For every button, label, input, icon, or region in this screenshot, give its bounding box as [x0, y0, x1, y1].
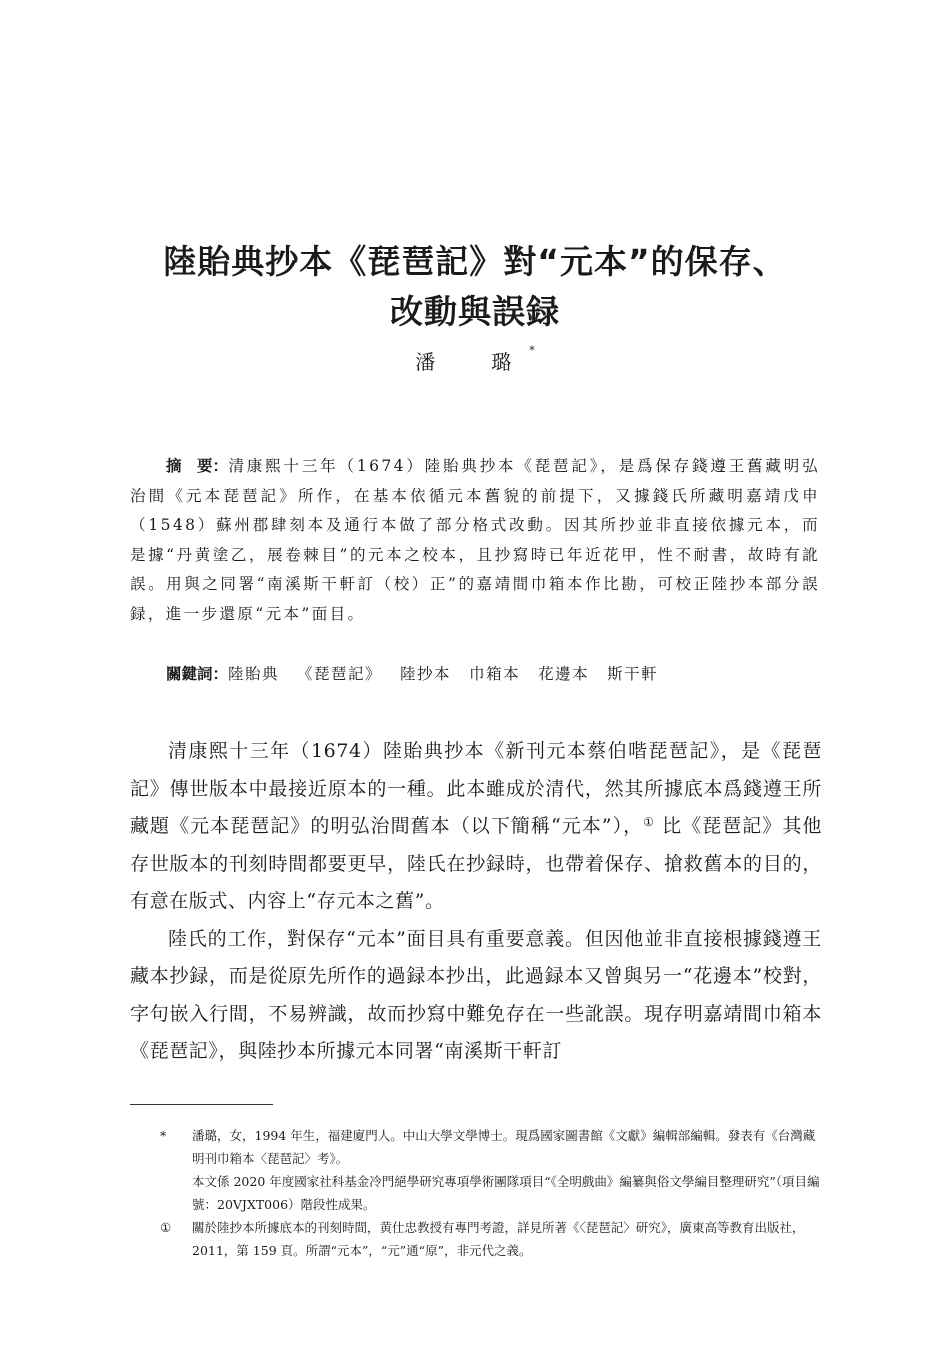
author-footnote-mark[interactable]: *: [529, 344, 535, 357]
footnote-line: 潘璐，女，1994 年生，福建廈門人。中山大學文學博士。現爲國家圖書館《文獻》編輯部編輯。發表有《台灣藏明刊巾箱本〈琵琶記〉考》。: [192, 1128, 816, 1166]
author-line: [0, 346, 950, 375]
footnote-author: [160, 1124, 820, 1216]
keyword: 斯干軒: [607, 665, 659, 683]
body-text: [130, 733, 822, 1071]
title-line-2: 改動與誤録: [390, 292, 560, 331]
author-name: 潘 璐: [415, 350, 530, 374]
abstract: [130, 452, 820, 629]
body-paragraph-1: [130, 733, 822, 921]
footnote-ref-1[interactable]: ①: [643, 815, 655, 829]
footnote-1: [160, 1216, 820, 1262]
title-line-1: 陸貽典抄本《琵琶記》對“元本”的保存、: [163, 242, 787, 281]
abstract-text: 清康熙十三年（1674）陸貽典抄本《琵琶記》，是爲保存錢遵王舊藏明弘治間《元本琵琶記》所作，在基本依循元本舊貌的前提下，又據錢氏所藏明嘉靖戊申（1548）蘇州郡肆刻本及通行本做了部分格式改動。因其所抄並非直接依據元本，而是據“丹黄塗乙，展卷棘目”的元本之校本，且抄寫時已年近花甲，性不耐書，故時有訛誤。用與之同署“南溪斯干軒訂（校）正”的嘉靖間巾箱本作比勘，可校正陸抄本部分誤録，進一步還原“元本”面目。: [130, 457, 820, 623]
body-paragraph-1-text-a: 清康熙十三年（1674）陸貽典抄本《新刊元本蔡伯喈琵琶記》，是《琵琶記》傳世版本中最接近原本的一種。此本雖成於清代，然其所據底本爲錢遵王所藏題《元本琵琶記》的明弘治間舊本（以下簡稱“元本”），: [130, 740, 822, 837]
abstract-label: 摘 要：: [166, 457, 229, 475]
keyword: 陸貽典: [228, 665, 280, 683]
footnote-mark: *: [160, 1128, 167, 1143]
footnote-line: 本文係 2020 年度國家社科基金冷門絕學研究專項學術團隊項目“《全明戲曲》編纂與俗文學編目整理研究”（項目編號：20VJXT006）階段性成果。: [192, 1174, 820, 1212]
footnote-mark: ①: [160, 1220, 172, 1235]
keyword: 陸抄本: [400, 665, 452, 683]
footnote-line: 關於陸抄本所據底本的刊刻時間，黄仕忠教授有專門考證，詳見所著《〈琵琶記〉研究》，廣東高等教育出版社，2011，第 159 頁。所謂“元本”，“元”通“原”，非元代之義。: [192, 1220, 805, 1258]
keywords: [166, 662, 676, 684]
keyword: 花邊本: [538, 665, 590, 683]
keyword: 巾箱本: [469, 665, 521, 683]
footnote-divider: [130, 1104, 273, 1105]
footnotes: [160, 1124, 820, 1262]
keyword: 《琵琶記》: [297, 665, 383, 683]
body-paragraph-1-text-b: 比《琵琶記》其他存世版本的刊刻時間都要更早，陸氏在抄録時，也帶着保存、搶救舊本的目的，有意在版式、内容上“存元本之舊”。: [130, 815, 822, 912]
keywords-label: 關鍵詞：: [166, 665, 229, 683]
body-paragraph-2: 陸氏的工作，對保存“元本”面目具有重要意義。但因他並非直接根據錢遵王藏本抄録，而是從原先所作的過録本抄出，此過録本又曾與另一“花邊本”校對，字句嵌入行間，不易辨識，故而抄寫中難免存在一些訛誤。現存明嘉靖間巾箱本《琵琶記》，與陸抄本所據元本同署“南溪斯干軒訂: [130, 927, 822, 1062]
